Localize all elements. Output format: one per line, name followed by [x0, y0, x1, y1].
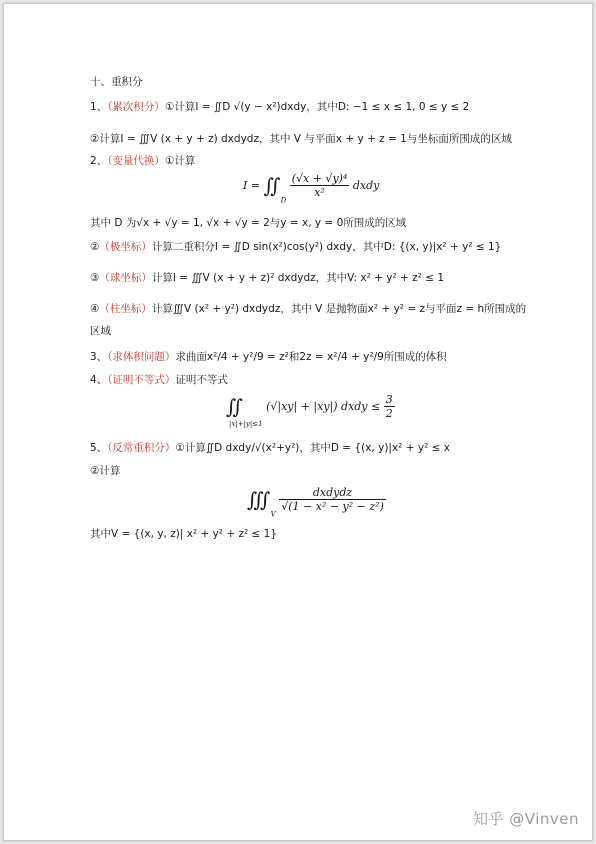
denominator: √(1 − x² − y² − z²) [281, 500, 384, 513]
problem-3 [90, 350, 447, 364]
problem-number: 3、 [90, 351, 108, 363]
problem-number: 5、 [90, 442, 108, 454]
problem-tag: （极坐标） [99, 241, 152, 253]
denominator: 2 [385, 407, 393, 420]
double-integral-sign: ∬ [263, 173, 281, 198]
problem-number: 4、 [90, 374, 108, 386]
differential: dxdy [352, 179, 380, 192]
problem-2-part-3 [90, 271, 444, 285]
problem-text: 区域 [90, 325, 111, 337]
problem-5-part-2 [90, 464, 120, 478]
integrand: (√|xy| + |xy|) dxdy ≤ [266, 400, 381, 413]
problem-5 [90, 441, 450, 455]
problem-2-domain [90, 216, 406, 230]
problem-2-part-4-continued [90, 324, 111, 338]
problem-text: ①计算 [164, 155, 196, 167]
problem-text: 求曲面x²/4 + y²/9 = z²和2z = x²/4 + y²/9所围成的体积 [175, 351, 447, 363]
equation-5-2 [247, 486, 386, 519]
watermark: 知乎 @Vinven [473, 810, 579, 828]
problem-2-part-2 [90, 240, 501, 254]
numerator: (√x + √y)⁴ [291, 172, 348, 185]
problem-text: 计算∭V (x² + y²) dxdydz，其中 V 是抛物面x² + y² = z与平面z = h所围成的 [151, 303, 527, 315]
problem-number: ② [90, 241, 100, 253]
problem-text: ②计算 [90, 465, 121, 477]
problem-tag: （累次积分） [107, 101, 165, 113]
fraction [384, 393, 395, 420]
problem-text: ①计算∬D dxdy/√(x²+y²)，其中D = {(x, y)|x² + y² ≤ x [175, 442, 450, 454]
integral-domain: D [280, 196, 287, 205]
problem-number: ③ [90, 272, 100, 284]
problem-text: 计算I = ∭V (x + y + z)² dxdydz，其中V: x² + y² + z² ≤ 1 [151, 272, 445, 284]
denominator: x² [314, 186, 325, 199]
problem-text: ①计算I = ∬D √(y − x²)dxdy，其中D: −1 ≤ x ≤ 1, 0 ≤ y ≤ 2 [164, 101, 470, 113]
numerator: dxdydz [279, 486, 386, 500]
section-title: 十、重积分 [90, 76, 143, 88]
problem-4 [90, 373, 228, 387]
double-integral-sign: ∬ [226, 394, 244, 419]
problem-tag: （柱坐标） [99, 303, 152, 315]
problem-1-part-2 [90, 132, 512, 146]
problem-tag: （变量代换） [107, 155, 165, 167]
fraction [290, 172, 350, 199]
equation-lhs: I = [243, 179, 261, 192]
problem-2 [90, 154, 195, 168]
problem-text: 其中 D 为√x + √y = 1, √x + √y = 2与y = x, y = 0所围成的区域 [90, 217, 407, 229]
triple-integral-sign: ∭ [247, 487, 271, 512]
equation-2-1 [243, 172, 379, 205]
problem-tag: （球坐标） [99, 272, 152, 284]
problem-number: 1、 [90, 101, 108, 113]
problem-number: 2、 [90, 155, 108, 167]
problem-number: ④ [90, 303, 100, 315]
numerator: 3 [385, 393, 393, 406]
problem-tag: （证明不等式） [107, 374, 176, 386]
problem-text: ②计算I = ∭V (x + y + z) dxdydz，其中 V 与平面x + y + z = 1与坐标面所围成的区域 [90, 133, 512, 145]
problem-tag: （求体积问题） [107, 351, 176, 363]
integral-domain: V [270, 510, 276, 519]
problem-tag: （反常重积分） [107, 442, 176, 454]
equation-4 [226, 393, 395, 428]
fraction [279, 486, 386, 513]
problem-5-domain [90, 527, 277, 541]
problem-text: 计算二重积分I = ∬D sin(x²)cos(y²) dxdy，其中D: {(x, y)|x² + y² ≤ 1} [151, 241, 502, 253]
problem-2-part-4 [90, 302, 526, 316]
problem-1 [90, 100, 469, 114]
integral-domain: |x|+|y|≤1 [229, 419, 263, 428]
problem-text: 证明不等式 [175, 374, 228, 386]
problem-text: 其中V = {(x, y, z)| x² + y² + z² ≤ 1} [90, 528, 278, 540]
